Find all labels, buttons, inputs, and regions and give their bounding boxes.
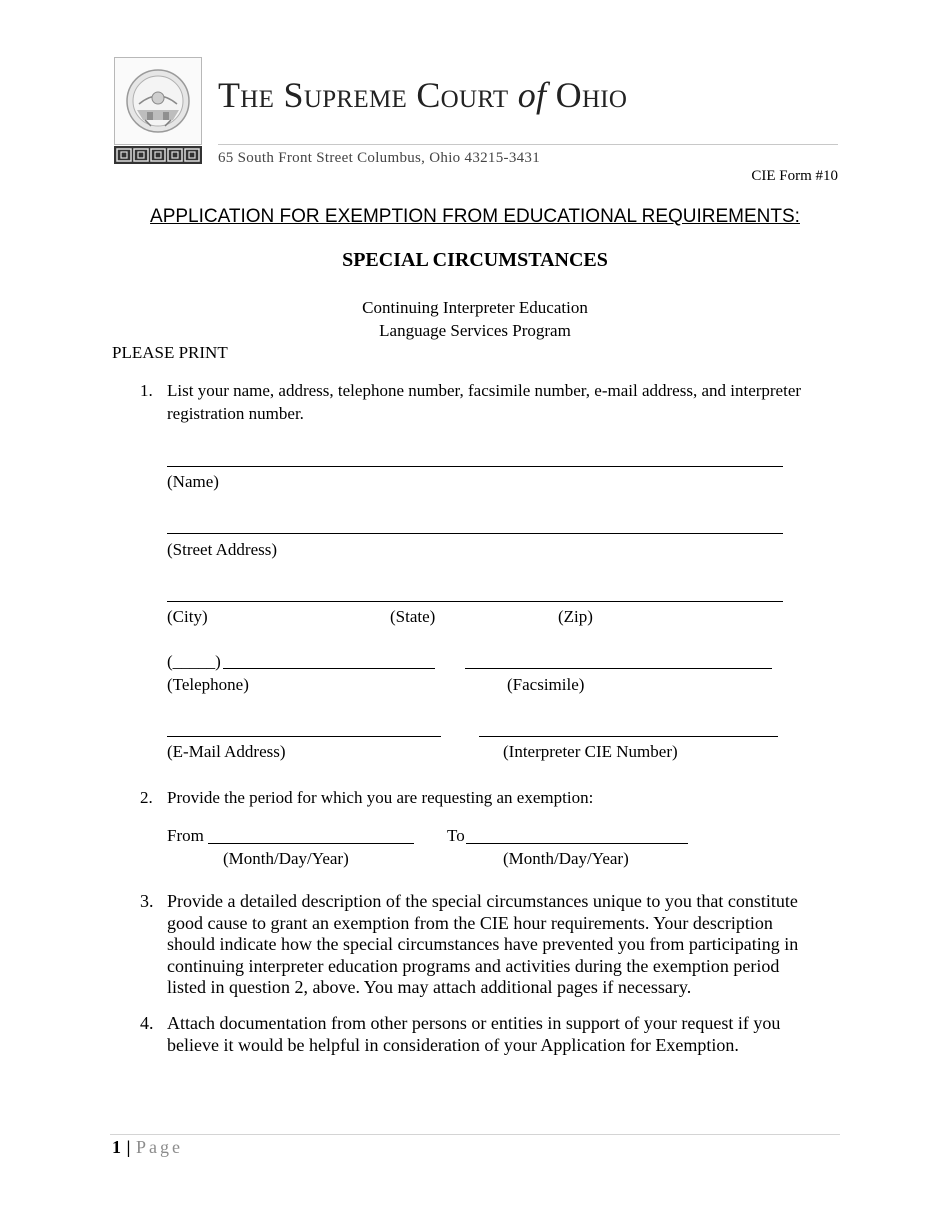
to-date-field[interactable] (466, 843, 688, 844)
page-number: 1 (112, 1137, 122, 1157)
zip-label: (Zip) (558, 607, 593, 626)
to-label: To (447, 826, 465, 845)
q3-line-4: continuing interpreter education programs and activities during the exemption period (167, 955, 780, 976)
from-date-field[interactable] (208, 843, 414, 844)
q4-text (167, 1013, 847, 1056)
state-label: (State) (390, 607, 436, 626)
q3-text (167, 891, 847, 999)
ohio-seal-icon (125, 68, 191, 134)
page-footer (112, 1137, 183, 1158)
city-state-zip-field[interactable] (167, 601, 783, 602)
telephone-field[interactable] (223, 668, 435, 669)
name-field[interactable] (167, 466, 783, 467)
street-address-field[interactable] (167, 533, 783, 534)
to-date-hint: (Month/Day/Year) (503, 849, 629, 868)
q3-line-3: should indicate how the special circumstances have prevented you from participating in (167, 934, 799, 955)
q1-number: 1. (140, 381, 153, 400)
program-line-1: Continuing Interpreter Education (362, 298, 588, 317)
q1-text-line1: List your name, address, telephone number, facsimile number, e-mail address, and interpreter (167, 381, 802, 400)
please-print-instruction: PLEASE PRINT (112, 343, 228, 362)
city-label: (City) (167, 607, 208, 626)
program-line-2: Language Services Program (379, 321, 571, 340)
q2-number: 2. (140, 788, 153, 807)
email-label: (E-Mail Address) (167, 742, 286, 761)
header-divider (218, 144, 838, 145)
name-label: (Name) (167, 472, 219, 491)
q3-line-2: good cause to grant an exemption from the CIE hour requirements. Your description (167, 912, 773, 933)
street-address-label: (Street Address) (167, 540, 278, 559)
court-seal (114, 57, 202, 145)
page-word: Page (135, 1137, 183, 1157)
q1-text-line2: registration number. (167, 404, 304, 423)
facsimile-field[interactable] (465, 668, 772, 669)
page-separator: | (126, 1137, 131, 1157)
greek-key-border (114, 146, 202, 164)
q2-text: Provide the period for which you are requesting an exemption: (167, 788, 594, 807)
from-date-hint: (Month/Day/Year) (223, 849, 349, 868)
court-title-pre: The Supreme Court (218, 75, 509, 115)
telephone-label: (Telephone) (167, 675, 249, 694)
document-title: APPLICATION FOR EXEMPTION FROM EDUCATIONAL REQUIREMENTS: (150, 206, 800, 227)
facsimile-label: (Facsimile) (507, 675, 585, 694)
email-field[interactable] (167, 736, 441, 737)
court-address: 65 South Front Street Columbus, Ohio 43215-3431 (218, 150, 541, 166)
cie-number-field[interactable] (479, 736, 778, 737)
area-code-field[interactable]: (_____) (167, 652, 221, 671)
document-subtitle: SPECIAL CIRCUMSTANCES (342, 249, 608, 271)
form-number: CIE Form #10 (751, 168, 838, 184)
court-title-of: of (517, 75, 547, 115)
cie-number-label: (Interpreter CIE Number) (503, 742, 678, 761)
q3-number: 3. (140, 891, 154, 911)
q4-line-1: Attach documentation from other persons or entities in support of your request if you (167, 1013, 781, 1033)
q4-line-2: believe it would be helpful in consideration of your Application for Exemption. (167, 1034, 739, 1055)
q3-line-1: Provide a detailed description of the special circumstances unique to you that constitute (167, 891, 798, 911)
court-name (218, 74, 627, 116)
q3-line-5: listed in question 2, above. You may attach additional pages if necessary. (167, 977, 692, 998)
from-label: From (167, 826, 204, 845)
footer-divider (110, 1134, 840, 1135)
q4-number: 4. (140, 1013, 154, 1033)
court-title-post: Ohio (555, 75, 628, 115)
